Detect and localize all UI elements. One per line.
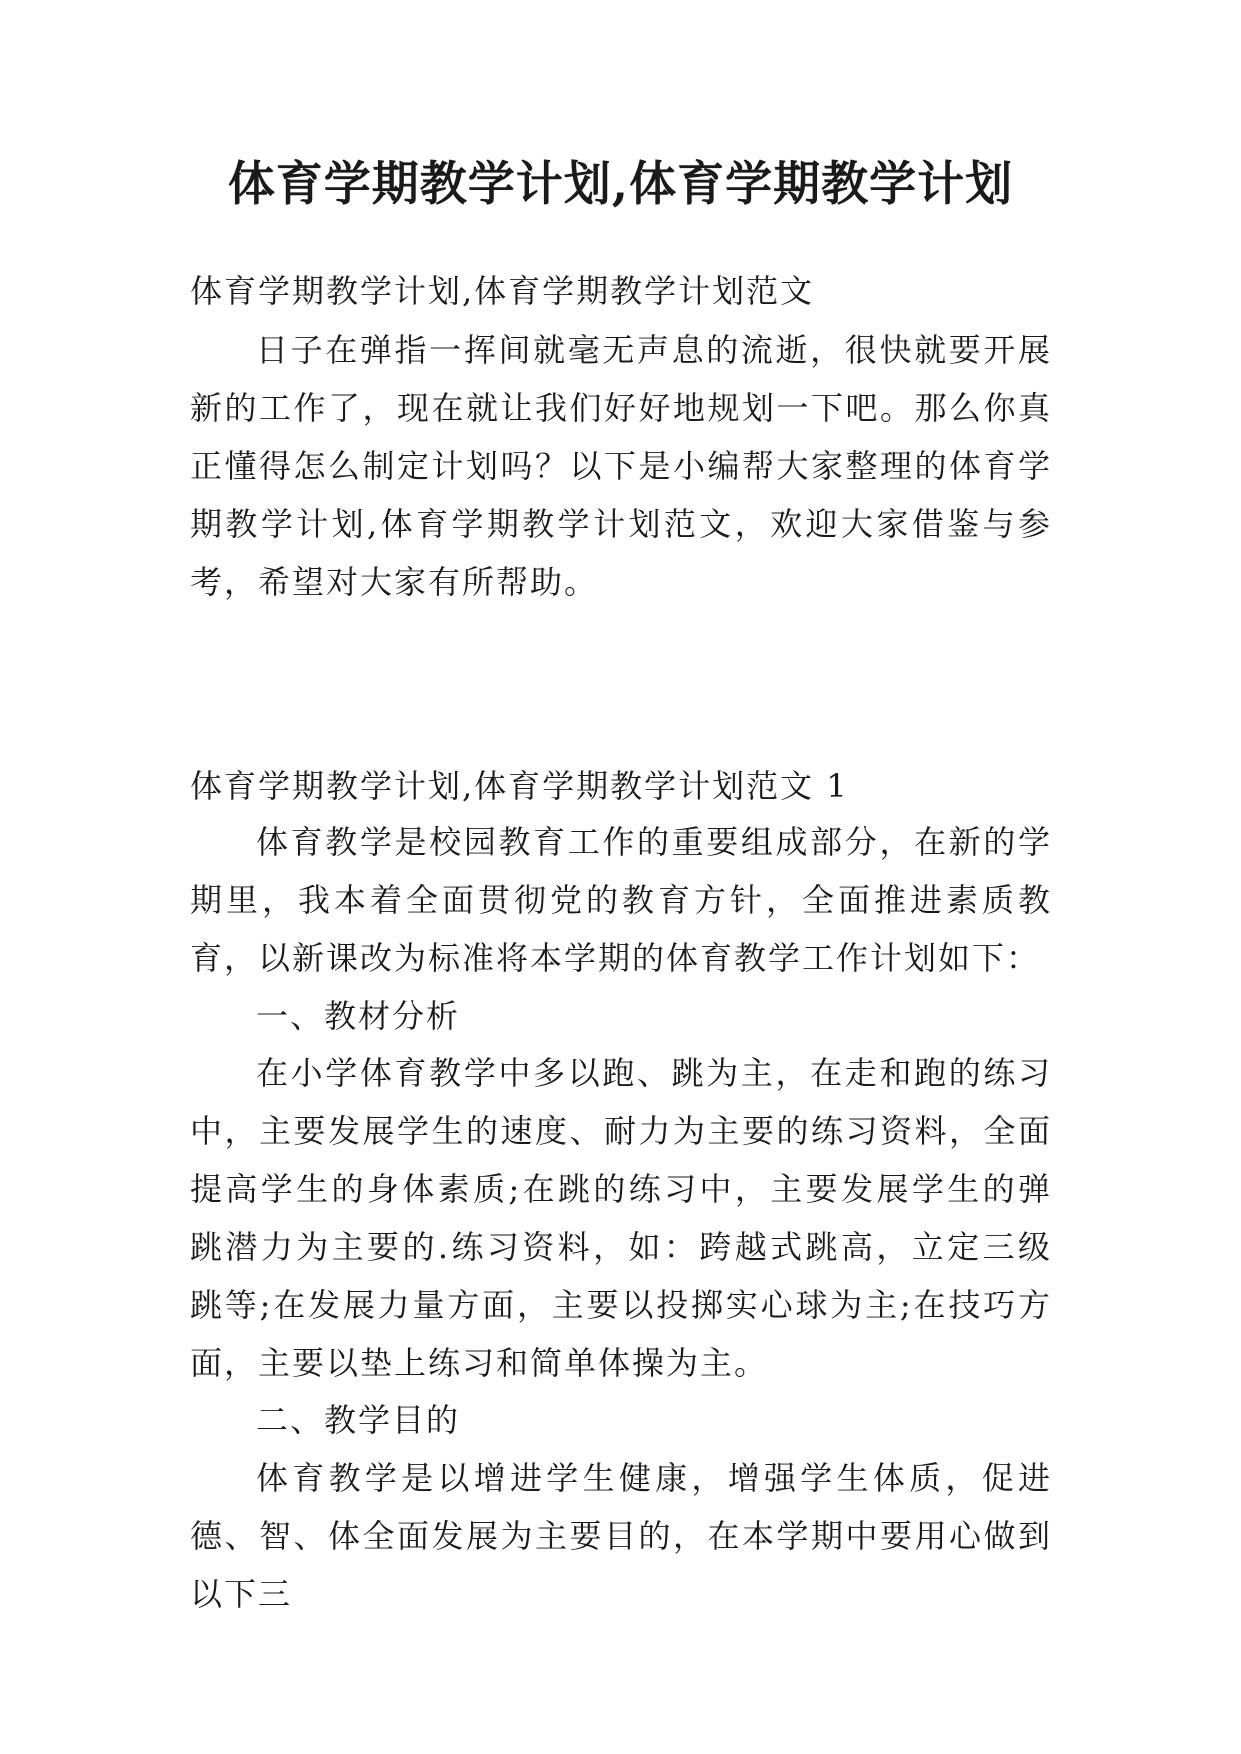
document-title: 体育学期教学计划,体育学期教学计划 (227, 157, 1014, 212)
subhead-teaching-goals: 二、教学目的 (256, 1401, 461, 1439)
intro-paragraph: 日子在弹指一挥间就毫无声息的流逝，很快就要开展新的工作了，现在就让我们好好地规划一下吧。那么你真正懂得怎么制定计划吗？以下是小编帮大家整理的体育学期教学计划,体育学期教学计划范文，欢迎大家借鉴与参考，希望对大家有所帮助。 (190, 331, 1052, 601)
analysis-paragraph: 在小学体育教学中多以跑、跳为主，在走和跑的练习中，主要发展学生的速度、耐力为主要的练习资料，全面提高学生的身体素质;在跳的练习中，主要发展学生的弹跳潜力为主要的.练习资料，如：跨越式跳高，立定三级跳等;在发展力量方面，主要以投掷实心球为主;在技巧方面，主要以垫上练习和简单体操为主。 (190, 1054, 1052, 1382)
subhead-teaching-material-analysis: 一、教材分析 (256, 997, 461, 1035)
intro-heading: 体育学期教学计划,体育学期教学计划范文 (190, 272, 815, 310)
section1-paragraph: 体育教学是校园教育工作的重要组成部分，在新的学期里，我本着全面贯彻党的教育方针，全面推进素质教育，以新课改为标准将本学期的体育教学工作计划如下： (190, 823, 1052, 977)
section1-heading: 体育学期教学计划,体育学期教学计划范文 1 (190, 767, 849, 805)
goal-paragraph: 体育教学是以增进学生健康，增强学生体质，促进德、智、体全面发展为主要目的，在本学期中要用心做到以下三 (190, 1459, 1052, 1613)
